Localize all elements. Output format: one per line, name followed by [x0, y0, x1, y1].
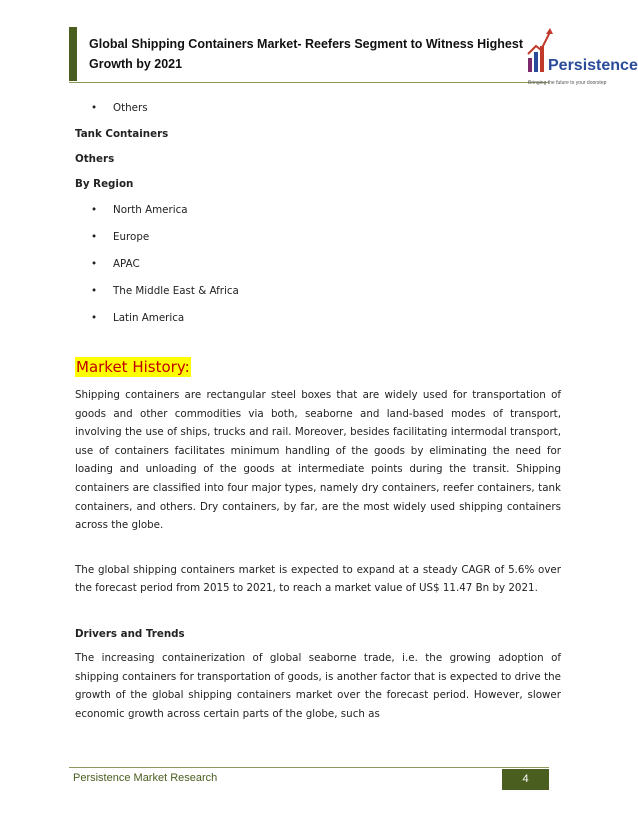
list-item-label: Europe: [113, 231, 150, 243]
list-item: [75, 278, 561, 305]
bullet-dot: •: [91, 258, 98, 270]
list-item: [75, 224, 561, 251]
persistence-logo: [526, 24, 638, 92]
header-accent-bar: [69, 27, 77, 81]
section-title-market-history: Market History:: [76, 358, 190, 376]
list-item-label: Others: [113, 102, 148, 114]
paragraph-market-history: Shipping containers are rectangular steel boxes that are widely used for transportation of goods and other commodities via both, seaborne and land-based modes of transport, involving the use of ships, trucks and rail. Moreover, besides facilitating intermodal transport, use of containers facilitates minimum handling of the goods by eliminating the need for loading and unloading of the goods at intermediate points during the transit. Shipping containers are classified into four major types, namely dry containers, reefer containers, tank containers, and others. Dry containers, by far, are the most widely used shipping containers across the globe.: [75, 389, 561, 532]
list-item-label: APAC: [113, 258, 140, 270]
page-header: [69, 27, 549, 81]
header-divider: [69, 82, 549, 83]
list-item-label: North America: [113, 204, 188, 216]
paragraph-cagr: The global shipping containers market is expected to expand at a steady CAGR of 5.6% over the forecast period from 2015 to 2021, to reach a market value of US$ 11.47 Bn by 2021.: [75, 563, 561, 595]
paragraph-drivers: The increasing containerization of global seaborne trade, i.e. the growing adoption of shipping containers for transportation of goods, is another factor that is expected to drive the growth of the global shipping containers market over the forecast period. However, slower economic growth across certain parts of the globe, such as: [75, 651, 561, 720]
document-title: Global Shipping Containers Market- Reefers Segment to Witness Highest Growth by 2021: [89, 37, 523, 71]
logo-graphic: [526, 24, 638, 92]
page-footer: [69, 767, 549, 790]
list-item: [75, 305, 561, 332]
bullet-dot: •: [91, 102, 98, 114]
svg-text:Bringing the future to your do: Bringing the future to your doorstep: [528, 80, 607, 86]
page-number: 4: [502, 769, 549, 790]
list-item-label: Latin America: [113, 312, 185, 324]
list-item: [75, 197, 561, 224]
footer-company-name: Persistence Market Research: [73, 772, 218, 784]
list-item: [75, 95, 561, 122]
bullet-dot: •: [91, 231, 98, 243]
heading-others: Others: [75, 153, 115, 165]
heading-drivers-and-trends: Drivers and Trends: [75, 627, 185, 640]
heading-tank-containers: Tank Containers: [75, 128, 169, 140]
heading-by-region: By Region: [75, 178, 134, 190]
list-item-label: The Middle East & Africa: [113, 285, 239, 297]
bullet-dot: •: [91, 285, 98, 297]
bullet-dot: •: [91, 312, 98, 324]
page-content: [75, 95, 561, 723]
bullet-dot: •: [91, 204, 98, 216]
footer-divider: [69, 767, 549, 768]
list-item: [75, 251, 561, 278]
svg-text:Persistence: Persistence: [548, 57, 638, 74]
